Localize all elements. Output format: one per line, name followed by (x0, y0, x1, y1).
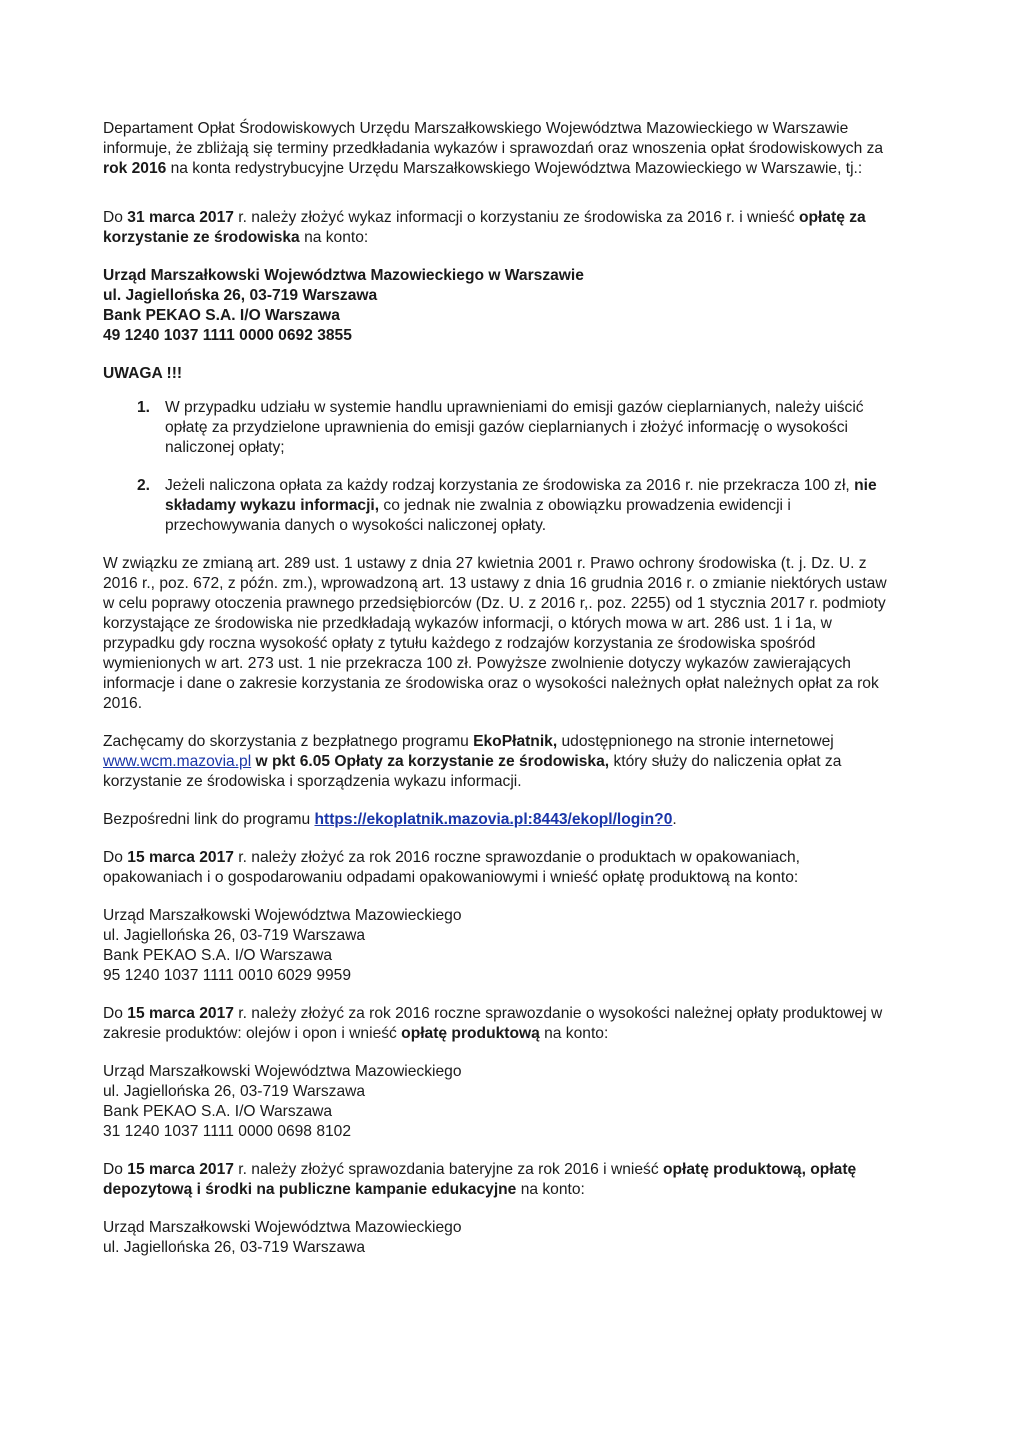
warning-item-2-number: 2. (137, 477, 151, 494)
intro-year: rok 2016 (103, 160, 167, 177)
deadline-3-date: 15 marca 2017 (127, 1005, 234, 1022)
deadline-3-fee: opłatę produktową (401, 1025, 540, 1042)
account-2-number: 95 1240 1037 1111 0010 6029 9959 (103, 967, 352, 984)
deadline-4-text: Do (103, 1161, 128, 1178)
account-3-block (103, 1062, 893, 1142)
deadline-1-paragraph (103, 208, 893, 248)
warning-item-2 (103, 476, 893, 536)
account-1-number: 49 1240 1037 1111 0000 0692 3855 (103, 327, 352, 344)
account-4-block (103, 1218, 893, 1258)
account-2-block (103, 906, 893, 986)
deadline-4-paragraph (103, 1160, 893, 1200)
deadline-1-text: na konto: (299, 229, 369, 246)
account-3-number: 31 1240 1037 1111 0000 0698 8102 (103, 1123, 352, 1140)
deadline-2-paragraph (103, 848, 893, 888)
account-1-name: Urząd Marszałkowski Województwa Mazowieckiego w Warszawie (103, 267, 584, 284)
warning-item-1-text: W przypadku udziału w systemie handlu uprawnieniami do emisji gazów cieplarnianych, należy uiścić opłatę za przydzielone uprawnienia do emisji gazów cieplarnianych i złożyć informację o wysokości naliczonej opłaty; (165, 399, 864, 456)
account-3-street: ul. Jagiellońska 26, 03-719 Warszawa (103, 1083, 366, 1100)
deadline-4-fees: opłatę produktową, opłatę depozytową i środki na publiczne kampanie edukacyjne (103, 1161, 857, 1198)
deadline-3-paragraph (103, 1004, 893, 1044)
deadline-2-date: 15 marca 2017 (127, 849, 234, 866)
ekoplatnik-text: który służy do naliczenia opłat za korzystanie ze środowiska i sporządzenia wykazu informacji. (103, 753, 842, 790)
deadline-1-text: Do (103, 209, 128, 226)
account-1-street: ul. Jagiellońska 26, 03-719 Warszawa (103, 287, 378, 304)
account-1-block (103, 266, 893, 346)
ekoplatnik-login-link[interactable]: https://ekoplatnik.mazovia.pl:8443/ekopl/login?0 (314, 811, 673, 828)
document-body (103, 119, 893, 1276)
account-2-bank: Bank PEKAO S.A. I/O Warszawa (103, 947, 333, 964)
warning-list (103, 398, 893, 536)
deadline-4-date: 15 marca 2017 (127, 1161, 234, 1178)
ekoplatnik-text: udostępnionego na stronie internetowej (557, 733, 834, 750)
account-4-street: ul. Jagiellońska 26, 03-719 Warszawa (103, 1239, 366, 1256)
ekoplatnik-section: w pkt 6.05 Opłaty za korzystanie ze środowiska, (251, 753, 610, 770)
deadline-1-fee: opłatę za korzystanie ze środowiska (103, 209, 866, 246)
warning-item-1 (103, 398, 893, 458)
account-1-bank: Bank PEKAO S.A. I/O Warszawa (103, 307, 340, 324)
deadline-3-text: r. należy złożyć za rok 2016 roczne sprawozdanie o wysokości należnej opłaty produktowej w zakresie produktów: olejów i opon i wnieść (103, 1005, 883, 1042)
law-paragraph: W związku ze zmianą art. 289 ust. 1 ustawy z dnia 27 kwietnia 2001 r. Prawo ochrony środowiska (t. j. Dz. U. z 2016 r., poz. 672, z późn. zm.), wprowadzoną art. 13 ustawy z dnia 16 grudnia 2016 r. o zmianie niektórych ustaw w celu poprawy otoczenia prawnego przedsiębiorców (Dz. U. z 2016 r,. poz. 2255) od 1 stycznia 2017 r. podmioty korzystające ze środowiska nie przedkładają wykazów informacji, o których mowa w art. 286 ust. 1 i 1a, w przypadku gdy roczna wysokość opłaty z tytułu każdego z rodzajów korzystania ze środowiska spośród wymienionych w art. 273 ust. 1 nie przekracza 100 zł. Powyższe zwolnienie dotyczy wykazów zawierających informacje i dane o zakresie korzystania ze środowiska oraz o wysokości należnych opłat należnych opłat za rok 2016. (103, 555, 887, 712)
deadline-3-text: na konto: (539, 1025, 609, 1042)
warning-item-2-bold: nie składamy wykazu informacji, (165, 477, 877, 514)
deadline-2-text: r. należy złożyć za rok 2016 roczne sprawozdanie o produktach w opakowaniach, opakowaniach i o gospodarowaniu odpadami opakowaniowymi i wnieść opłatę produktową na konto: (103, 849, 800, 886)
deadline-3-text: Do (103, 1005, 128, 1022)
intro-paragraph (103, 119, 893, 179)
deadline-4-text: r. należy złożyć sprawozdania bateryjne za rok 2016 i wnieść (233, 1161, 663, 1178)
direct-link-paragraph (103, 810, 893, 830)
ekoplatnik-paragraph (103, 732, 893, 792)
intro-text-2: na konta redystrybucyjne Urzędu Marszałkowskiego Województwa Mazowieckiego w Warszawie, tj.: (166, 160, 863, 177)
warning-item-1-number: 1. (137, 399, 151, 416)
warning-item-2-text: Jeżeli naliczona opłata za każdy rodzaj korzystania ze środowiska za 2016 r. nie przekracza 100 zł, (165, 477, 855, 494)
direct-link-text: Bezpośredni link do programu (103, 811, 315, 828)
direct-link-text: . (672, 811, 677, 828)
intro-text-1: Departament Opłat Środowiskowych Urzędu Marszałkowskiego Województwa Mazowieckiego w Warszawie informuje, że zbliżają się terminy przedkładania wykazów i sprawozdań oraz wnoszenia opłat środowiskowych za (103, 120, 884, 157)
warning-title: UWAGA !!! (103, 365, 183, 382)
deadline-2-text: Do (103, 849, 128, 866)
account-3-name: Urząd Marszałkowski Województwa Mazowieckiego (103, 1063, 462, 1080)
warning-item-2-text: co jednak nie zwalnia z obowiązku prowadzenia ewidencji i przechowywania danych o wysokości naliczonej opłaty. (165, 497, 791, 534)
deadline-1-date: 31 marca 2017 (127, 209, 234, 226)
account-2-name: Urząd Marszałkowski Województwa Mazowieckiego (103, 907, 462, 924)
wcm-website-link[interactable]: www.wcm.mazovia.pl (103, 753, 252, 770)
ekoplatnik-text: Zachęcamy do skorzystania z bezpłatnego programu (103, 733, 474, 750)
account-4-name: Urząd Marszałkowski Województwa Mazowieckiego (103, 1219, 462, 1236)
deadline-4-text: na konto: (516, 1181, 585, 1198)
ekoplatnik-program-name: EkoPłatnik, (473, 733, 558, 750)
deadline-1-text: r. należy złożyć wykaz informacji o korzystaniu ze środowiska za 2016 r. i wnieść (233, 209, 799, 226)
account-3-bank: Bank PEKAO S.A. I/O Warszawa (103, 1103, 333, 1120)
account-2-street: ul. Jagiellońska 26, 03-719 Warszawa (103, 927, 366, 944)
